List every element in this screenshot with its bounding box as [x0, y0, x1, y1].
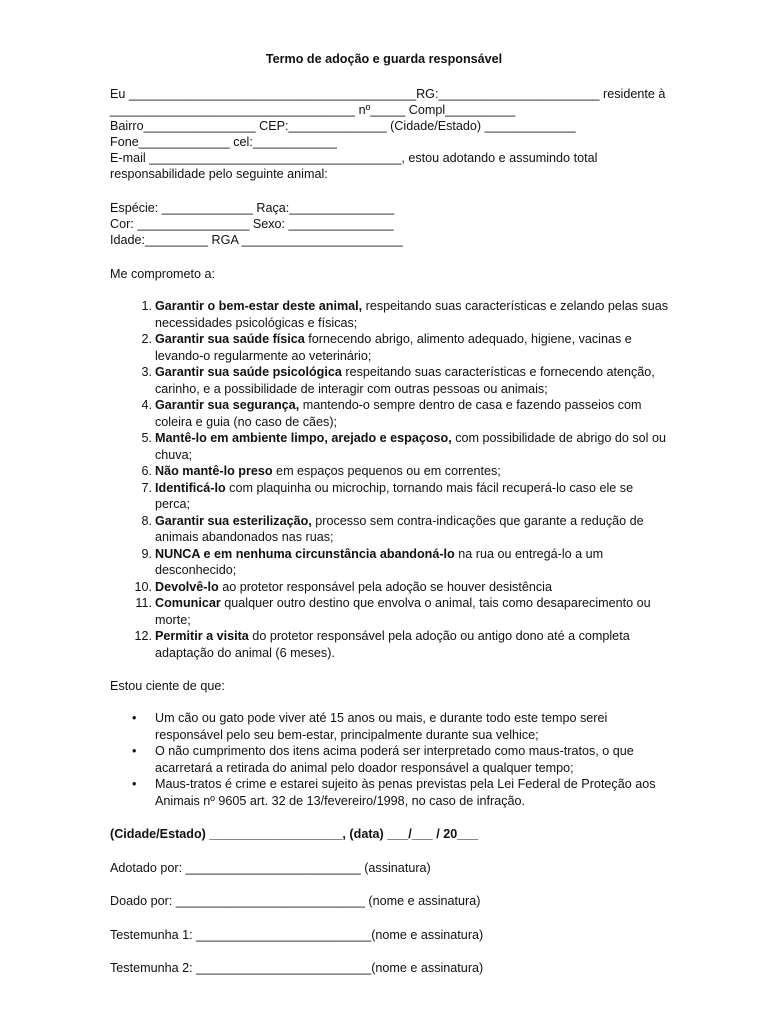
commitment-item: [110, 579, 670, 596]
awareness-text: O não cumprimento dos itens acima poderá ser interpretado como maus-tratos, o que acarretará a retirada do animal pelo doador responsável a qualquer tempo;: [155, 744, 634, 775]
commitment-text: processo sem contra-indicações que garante a redução de animais abandonados nas ruas;: [155, 513, 644, 544]
commitment-text: qualquer outro destino que envolva o animal, tais como desaparecimento ou morte;: [155, 596, 651, 627]
commitment-text: na rua ou entregá-lo a um desconhecido;: [155, 546, 604, 577]
commitment-number: 7 .: [110, 480, 152, 497]
commitment-text: respeitando suas características e zelando pelas suas necessidades psicológicas e físicas;: [155, 299, 669, 330]
commitment-text: do protetor responsável pela adoção ou antigo dono até a completa adaptação do animal (6 meses).: [155, 629, 630, 660]
signature-witness-2: Testemunha 2: _________________________(nome e assinatura): [110, 961, 484, 975]
form-line-phone: Fone_____________ cel:____________: [110, 135, 337, 149]
commitment-item: [110, 546, 670, 579]
commitment-item: [110, 397, 670, 430]
signature-adopter: Adotado por: _________________________ (assinatura): [110, 861, 431, 875]
commitment-text: ao protetor responsável pela adoção se houver desistência: [218, 579, 552, 594]
commitment-bold-text: Garantir sua saúde psicológica: [155, 365, 342, 379]
bullet-icon: •: [132, 711, 137, 725]
commitment-text: mantendo-o sempre dentro de casa e fazendo passeios com coleira e guia (no caso de cães);: [155, 398, 642, 429]
commitment-bold-text: NUNCA e em nenhuma circunstância abandoná-lo: [155, 546, 455, 561]
commitment-number: 3 .: [110, 364, 152, 381]
bullet-icon: •: [132, 777, 137, 791]
form-line-responsibility: responsabilidade pelo seguinte animal:: [110, 167, 328, 181]
commitment-item: [110, 331, 670, 364]
commitment-bold-text: Identificá-lo: [155, 480, 226, 495]
signature-donor: Doado por: ___________________________ (nome e assinatura): [110, 894, 481, 908]
awareness-text: Um cão ou gato pode viver até 15 anos ou mais, e durante todo este tempo serei responsável pelo seu bem-estar, principalmente durante sua velhice;: [155, 711, 608, 742]
commitment-bold-text: Garantir sua esterilização,: [155, 513, 312, 528]
commitment-text: com plaquinha ou microchip, tornando mais fácil recuperá-lo caso ele se perca;: [155, 480, 634, 511]
commitment-number: 5 .: [110, 430, 152, 447]
commitment-bold-text: Comunicar: [155, 596, 221, 610]
form-line-name-rg: Eu _________________________________________RG:_______________________ residente à: [110, 87, 666, 101]
commitment-text: em espaços pequenos ou em correntes;: [272, 464, 501, 478]
commitment-item: [110, 298, 670, 331]
signature-date-line: (Cidade/Estado) ___________________, (data) ___/___ / 20___: [110, 827, 479, 841]
commitment-number: 1 .: [110, 298, 152, 315]
document-title: Termo de adoção e guarda responsável: [265, 52, 503, 66]
commitment-item: [110, 463, 670, 480]
bullet-icon: •: [132, 744, 137, 758]
form-line-email: E-mail ____________________________________, estou adotando e assumindo total: [110, 151, 598, 165]
signature-witness-1: Testemunha 1: _________________________(nome e assinatura): [110, 928, 484, 942]
commitment-number: 2 .: [110, 331, 152, 348]
form-line-bairro-cep: Bairro________________ CEP:______________ (Cidade/Estado) _____________: [110, 119, 576, 133]
form-line-age: Idade:_________ RGA _______________________: [110, 233, 403, 247]
commitment-text: com possibilidade de abrigo do sol ou chuva;: [155, 431, 666, 462]
commitments-list: [110, 298, 670, 661]
awareness-item: [110, 710, 670, 743]
awareness-text: Maus-tratos é crime e estarei sujeito às penas previstas pela Lei Federal de Proteção aos Animais nº 9605 art. 32 de 13/fevereiro/1998, no caso de infração.: [155, 777, 656, 808]
commitment-number: 6 .: [110, 463, 152, 480]
commitment-bold-text: Garantir sua saúde física: [155, 332, 305, 346]
commitment-number: 4 .: [110, 397, 152, 414]
commitment-item: [110, 364, 670, 397]
commitment-bold-text: Não mantê-lo preso: [155, 464, 273, 478]
commitment-item: [110, 480, 670, 513]
form-line-address: ___________________________________ nº_____ Compl__________: [110, 103, 516, 117]
awareness-item: [110, 776, 670, 809]
commitment-text: respeitando suas características e fornecendo atenção, carinho, e a possibilidade de interagir com outras pessoas ou animais;: [155, 365, 655, 396]
commitment-number: 9 .: [110, 546, 152, 563]
commitment-number: 10 .: [110, 579, 152, 596]
commitment-bold-text: Permitir a visita: [155, 629, 249, 643]
commitment-item: [110, 513, 670, 546]
commitment-text: fornecendo abrigo, alimento adequado, higiene, vacinas e levando-o regularmente ao veterinário;: [155, 332, 632, 363]
commitment-number: 12 .: [110, 628, 152, 645]
commitment-bold-text: Mantê-lo em ambiente limpo, arejado e espaçoso,: [155, 431, 452, 445]
aware-heading: Estou ciente de que:: [110, 679, 225, 693]
form-line-color: Cor: ________________ Sexo: _______________: [110, 217, 394, 231]
commitment-item: [110, 430, 670, 463]
commit-heading: Me comprometo a:: [110, 267, 215, 281]
commitment-item: [110, 628, 670, 661]
commitment-item: [110, 595, 670, 628]
form-line-species: Espécie: _____________ Raça:_______________: [110, 201, 395, 215]
commitment-number: 8 .: [110, 513, 152, 530]
commitment-bold-text: Devolvê-lo: [155, 579, 219, 594]
commitment-bold-text: Garantir o bem-estar deste animal,: [155, 299, 363, 313]
commitment-bold-text: Garantir sua segurança,: [155, 398, 300, 412]
commitment-number: 11 .: [110, 595, 152, 612]
awareness-item: [110, 743, 670, 776]
awareness-list: [110, 710, 670, 809]
